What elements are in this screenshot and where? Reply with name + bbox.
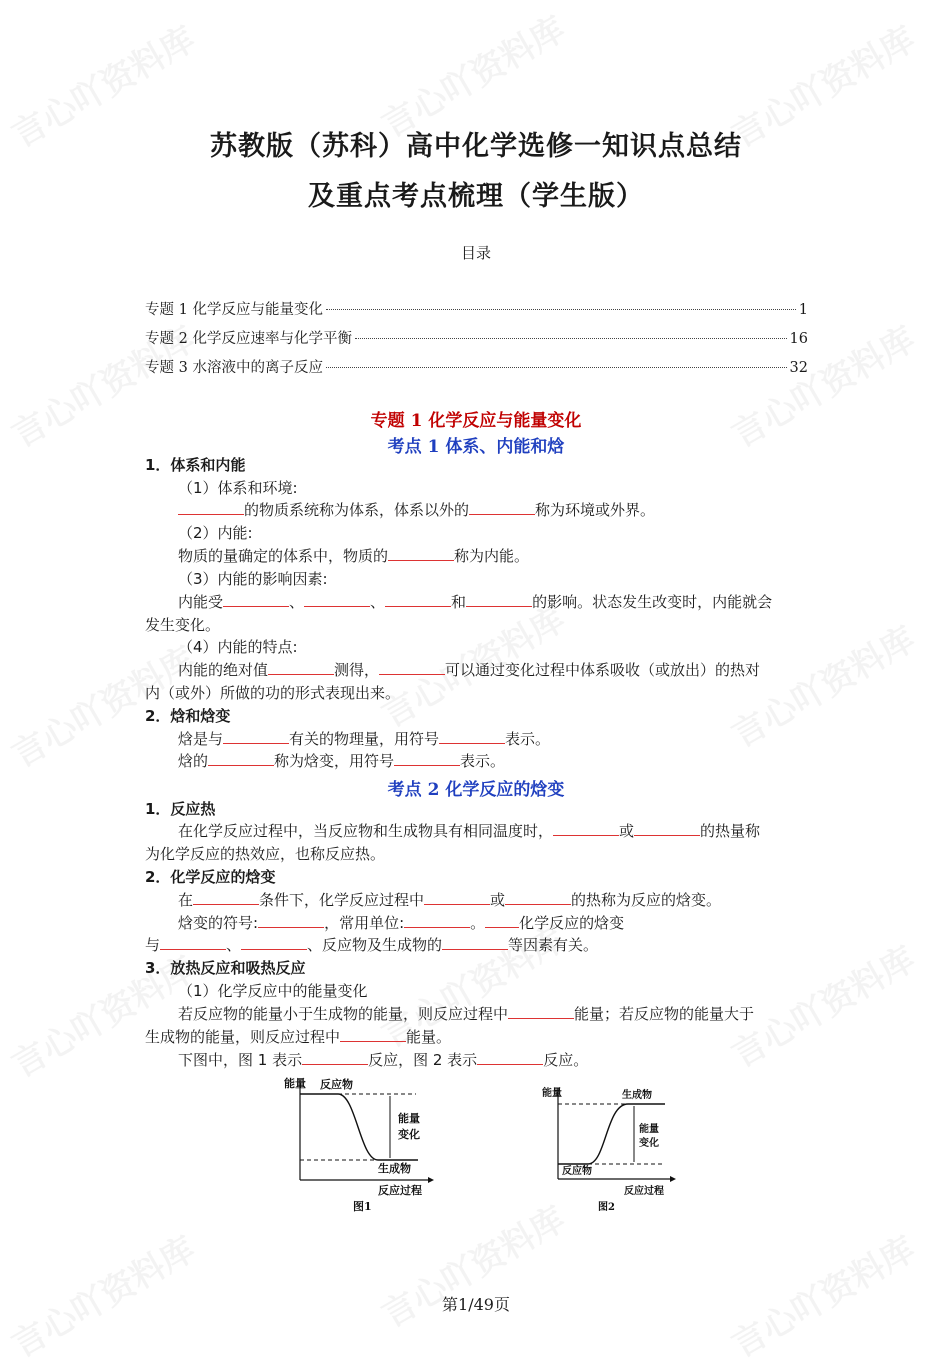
text: 焓变的符号: [178,914,259,932]
page-number: 第1/49页 [442,1295,510,1314]
fill-blank[interactable] [388,546,454,561]
text: 可以通过变化过程中体系吸收（或放出）的热对 [445,661,761,679]
fill-blank[interactable] [258,913,324,928]
text: 、 [289,593,305,611]
text: 称为环境或外界。 [535,501,656,519]
text: （1）化学反应中的能量变化 [178,982,368,1000]
fill-blank[interactable] [634,821,700,836]
text: 有关的物理量，用符号 [289,730,440,748]
text-line [178,728,550,750]
text: 表示。 [460,752,506,770]
text: 化学反应的焓变 [519,914,625,932]
text-line [145,614,220,636]
document-title-line-1: 苏教版（苏科）高中化学选修一知识点总结 [210,131,742,162]
toc-entry-page: 16 [789,331,808,347]
toc-entry-label: 专题 3 水溶液中的离子反应 [145,360,323,376]
toc-leader-dots [326,367,787,368]
text-line [178,636,298,658]
fill-blank[interactable] [424,890,490,905]
subsection-heading: 2．焓和焓变 [145,707,231,725]
text: （3）内能的影响因素: [178,570,328,588]
figure-2-endothermic-diagram [540,1082,680,1217]
fill-blank[interactable] [241,935,307,950]
x-axis-arrow [670,1176,676,1182]
y-axis-label: 能量 [542,1088,562,1099]
text: 、反应物及生成物的 [307,936,443,954]
text: 与 [145,936,161,954]
text-line [145,1026,451,1048]
text-line [178,591,772,613]
figure-caption: 图2 [598,1202,615,1213]
text: 在化学反应过程中，当反应物和生成物具有相同温度时， [178,822,554,840]
text: 称为内能。 [454,547,530,565]
fill-blank[interactable] [379,660,445,675]
text: 发生变化。 [145,616,221,634]
fill-blank[interactable] [208,751,274,766]
energy-change-label-1: 能量 [398,1112,420,1125]
text: 在 [178,891,194,909]
fill-blank[interactable] [469,500,535,515]
x-axis-label: 反应过程 [624,1186,664,1197]
text: 能量；若反应物的能量大于 [574,1005,755,1023]
fill-blank[interactable] [223,592,289,607]
text: 内能的绝对值 [178,661,269,679]
energy-change-label-2: 变化 [398,1128,420,1141]
y-axis-label-1: 能量 [284,1077,306,1090]
text: 称为焓变，用符号 [274,752,395,770]
x-axis-arrow [428,1177,434,1183]
point-heading: 考点 1 体系、内能和焓 [387,437,565,457]
fill-blank[interactable] [340,1027,406,1042]
fill-blank[interactable] [485,913,519,928]
text: 。 [470,914,486,932]
figure-1-exothermic-diagram [278,1072,438,1217]
fill-blank[interactable] [442,935,508,950]
text-line [178,980,368,1002]
text-line [178,1049,588,1071]
text-line [145,843,385,865]
fill-blank[interactable] [404,913,470,928]
fill-blank[interactable] [394,751,460,766]
fill-blank[interactable] [385,592,451,607]
text: 的物质系统称为体系，体系以外的 [244,501,470,519]
toc-entry-page: 32 [789,360,808,376]
subsection-heading: 1．反应热 [145,800,216,818]
fill-blank[interactable] [160,935,226,950]
fill-blank[interactable] [304,592,370,607]
text: 内（或外）所做的功的形式表现出来。 [145,684,401,702]
text-line [178,568,328,590]
text-line [145,934,598,956]
text: 能量。 [406,1028,452,1046]
x-axis-label: 反应过程 [378,1184,422,1197]
fill-blank[interactable] [508,1004,574,1019]
fill-blank[interactable] [439,729,505,744]
text-line [178,659,760,681]
watermark [721,612,922,756]
fill-blank[interactable] [553,821,619,836]
text: ，常用单位: [324,914,405,932]
text: 的热称为反应的焓变。 [571,891,722,909]
bottom-level-label: 生成物 [378,1162,411,1175]
fill-blank[interactable] [466,592,532,607]
toc-leader-dots [326,309,796,310]
text-line [178,1003,754,1025]
text: 的影响。状态发生改变时，内能就会 [532,593,773,611]
toc-entry[interactable] [145,327,808,347]
toc-entry-page: 1 [798,302,808,318]
point-heading: 考点 2 化学反应的焓变 [387,780,565,800]
text: 、 [370,593,386,611]
energy-change-label-2: 变化 [639,1138,659,1149]
text: 条件下，化学反应过程中 [259,891,425,909]
toc-entry-label: 专题 1 化学反应与能量变化 [145,302,323,318]
top-level-label: 生成物 [622,1090,652,1101]
subsection-heading: 1．体系和内能 [145,456,246,474]
text: 表示。 [505,730,551,748]
text: 若反应物的能量小于生成物的能量，则反应过程中 [178,1005,509,1023]
fill-blank[interactable] [178,500,244,515]
fill-blank[interactable] [193,890,259,905]
text: 测得， [334,661,380,679]
document-title-line-2: 及重点考点梳理（学生版） [308,181,644,212]
text: 或 [490,891,506,909]
fill-blank[interactable] [223,729,289,744]
topic-heading: 专题 1 化学反应与能量变化 [370,411,582,431]
top-level-label: 反应物 [320,1078,353,1091]
text: 内能受 [178,593,224,611]
text-line [178,522,253,544]
text: 的热量称 [700,822,761,840]
text: 等因素有关。 [508,936,599,954]
energy-change-label-1: 能量 [639,1124,659,1135]
text: 反应，图 2 表示 [368,1051,478,1069]
subsection-heading: 3．放热反应和吸热反应 [145,959,306,977]
text-line [178,750,505,772]
energy-curve [300,1094,418,1160]
text-line [178,912,624,934]
text-line [145,682,400,704]
toc-heading: 目录 [460,244,491,262]
text: 下图中，图 1 表示 [178,1051,303,1069]
text-line [178,889,721,911]
subsection-heading: 2．化学反应的焓变 [145,868,276,886]
text: 物质的量确定的体系中，物质的 [178,547,389,565]
text: 焓是与 [178,730,224,748]
toc-entry-label: 专题 2 化学反应速率与化学平衡 [145,331,352,347]
fill-blank[interactable] [302,1050,368,1065]
text: （1）体系和环境: [178,479,298,497]
text: 或 [619,822,635,840]
text: （4）内能的特点: [178,638,298,656]
text: 为化学反应的热效应，也称反应热。 [145,845,386,863]
bottom-level-label: 反应物 [562,1166,592,1177]
text: 生成物的能量，则反应过程中 [145,1028,341,1046]
text: 焓的 [178,752,209,770]
text: （2）内能: [178,524,253,542]
text-line [178,545,529,567]
fill-blank[interactable] [505,890,571,905]
text: 、 [226,936,242,954]
fill-blank[interactable] [477,1050,543,1065]
toc-leader-dots [355,338,787,339]
text-line [178,820,760,842]
text: 和 [451,593,467,611]
toc-entry[interactable] [145,356,808,376]
text-line [178,477,298,499]
text-line [178,499,655,521]
text: 反应。 [543,1051,589,1069]
fill-blank[interactable] [268,660,334,675]
toc-entry[interactable] [145,298,808,318]
figure-caption: 图1 [353,1200,372,1213]
